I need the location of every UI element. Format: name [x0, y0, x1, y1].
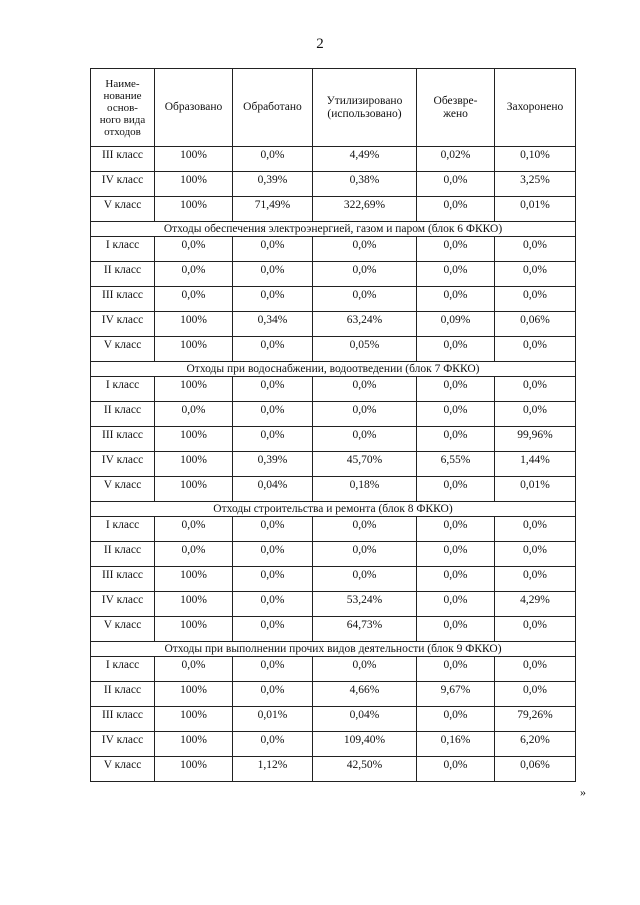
- table-row: [91, 147, 576, 172]
- percent-cell: 0,34%: [233, 312, 313, 337]
- percent-cell: 4,66%: [313, 682, 417, 707]
- hazard-class-cell: II класс: [91, 262, 155, 287]
- header-buried: Захоронено: [495, 69, 576, 147]
- percent-cell: 0,0%: [233, 262, 313, 287]
- table-row: [91, 402, 576, 427]
- percent-cell: 0,0%: [155, 287, 233, 312]
- section-title: Отходы при выполнении прочих видов деятельности (блок 9 ФККО): [91, 642, 576, 657]
- percent-cell: 0,0%: [233, 682, 313, 707]
- percent-cell: 0,0%: [417, 197, 495, 222]
- percent-cell: 0,0%: [417, 542, 495, 567]
- percent-cell: 0,0%: [313, 542, 417, 567]
- percent-cell: 0,0%: [495, 657, 576, 682]
- percent-cell: 99,96%: [495, 427, 576, 452]
- percent-cell: 0,0%: [417, 287, 495, 312]
- percent-cell: 100%: [155, 147, 233, 172]
- table-body: [91, 147, 576, 782]
- section-header-row: [91, 222, 576, 237]
- percent-cell: 0,18%: [313, 477, 417, 502]
- hazard-class-cell: II класс: [91, 682, 155, 707]
- percent-cell: 0,06%: [495, 757, 576, 782]
- hazard-class-cell: V класс: [91, 477, 155, 502]
- percent-cell: 0,0%: [417, 592, 495, 617]
- percent-cell: 0,0%: [495, 262, 576, 287]
- percent-cell: 0,02%: [417, 147, 495, 172]
- percent-cell: 0,05%: [313, 337, 417, 362]
- percent-cell: 0,16%: [417, 732, 495, 757]
- percent-cell: 71,49%: [233, 197, 313, 222]
- percent-cell: 0,0%: [155, 657, 233, 682]
- percent-cell: 0,0%: [417, 567, 495, 592]
- percent-cell: 0,0%: [417, 402, 495, 427]
- percent-cell: 0,0%: [233, 542, 313, 567]
- percent-cell: 100%: [155, 197, 233, 222]
- percent-cell: 0,0%: [233, 592, 313, 617]
- section-title: Отходы обеспечения электроэнергией, газом и паром (блок 6 ФККО): [91, 222, 576, 237]
- percent-cell: 0,0%: [233, 657, 313, 682]
- hazard-class-cell: III класс: [91, 427, 155, 452]
- percent-cell: 0,01%: [495, 477, 576, 502]
- percent-cell: 0,09%: [417, 312, 495, 337]
- percent-cell: 79,26%: [495, 707, 576, 732]
- percent-cell: 0,0%: [233, 237, 313, 262]
- percent-cell: 0,0%: [313, 237, 417, 262]
- percent-cell: 100%: [155, 452, 233, 477]
- percent-cell: 109,40%: [313, 732, 417, 757]
- hazard-class-cell: V класс: [91, 757, 155, 782]
- table-row: [91, 452, 576, 477]
- hazard-class-cell: II класс: [91, 402, 155, 427]
- percent-cell: 100%: [155, 682, 233, 707]
- percent-cell: 100%: [155, 732, 233, 757]
- percent-cell: 0,0%: [495, 337, 576, 362]
- percent-cell: 1,12%: [233, 757, 313, 782]
- percent-cell: 0,0%: [313, 427, 417, 452]
- hazard-class-cell: IV класс: [91, 172, 155, 197]
- header-processed: Обработано: [233, 69, 313, 147]
- hazard-class-cell: III класс: [91, 567, 155, 592]
- percent-cell: 0,0%: [233, 287, 313, 312]
- hazard-class-cell: III класс: [91, 707, 155, 732]
- percent-cell: 0,06%: [495, 312, 576, 337]
- hazard-class-cell: I класс: [91, 237, 155, 262]
- percent-cell: 100%: [155, 477, 233, 502]
- percent-cell: 0,01%: [495, 197, 576, 222]
- percent-cell: 0,10%: [495, 147, 576, 172]
- percent-cell: 0,0%: [495, 237, 576, 262]
- table-row: [91, 757, 576, 782]
- table-row: [91, 592, 576, 617]
- percent-cell: 0,0%: [417, 517, 495, 542]
- percent-cell: 0,0%: [233, 427, 313, 452]
- table-row: [91, 707, 576, 732]
- percent-cell: 100%: [155, 427, 233, 452]
- percent-cell: 9,67%: [417, 682, 495, 707]
- table-row: [91, 197, 576, 222]
- waste-handling-table: [90, 68, 576, 782]
- percent-cell: 0,0%: [495, 682, 576, 707]
- percent-cell: 0,0%: [313, 402, 417, 427]
- table-row: [91, 377, 576, 402]
- table-row: [91, 427, 576, 452]
- percent-cell: 0,0%: [155, 517, 233, 542]
- hazard-class-cell: I класс: [91, 657, 155, 682]
- hazard-class-cell: II класс: [91, 542, 155, 567]
- percent-cell: 6,55%: [417, 452, 495, 477]
- percent-cell: 4,49%: [313, 147, 417, 172]
- percent-cell: 0,0%: [233, 567, 313, 592]
- table-row: [91, 262, 576, 287]
- table-row: [91, 477, 576, 502]
- percent-cell: 6,20%: [495, 732, 576, 757]
- hazard-class-cell: V класс: [91, 197, 155, 222]
- table-row: [91, 617, 576, 642]
- percent-cell: 0,0%: [313, 377, 417, 402]
- percent-cell: 0,01%: [233, 707, 313, 732]
- percent-cell: 64,73%: [313, 617, 417, 642]
- percent-cell: 3,25%: [495, 172, 576, 197]
- page-number: 2: [316, 36, 324, 52]
- percent-cell: 0,0%: [495, 617, 576, 642]
- table-row: [91, 657, 576, 682]
- percent-cell: 0,0%: [495, 377, 576, 402]
- table-row: [91, 312, 576, 337]
- hazard-class-cell: III класс: [91, 147, 155, 172]
- percent-cell: 4,29%: [495, 592, 576, 617]
- hazard-class-cell: IV класс: [91, 732, 155, 757]
- section-title: Отходы при водоснабжении, водоотведении (блок 7 ФККО): [91, 362, 576, 377]
- percent-cell: 0,0%: [233, 377, 313, 402]
- percent-cell: 0,0%: [155, 237, 233, 262]
- table-row: [91, 567, 576, 592]
- percent-cell: 100%: [155, 567, 233, 592]
- percent-cell: 0,39%: [233, 452, 313, 477]
- percent-cell: 42,50%: [313, 757, 417, 782]
- percent-cell: 0,0%: [417, 377, 495, 402]
- hazard-class-cell: IV класс: [91, 452, 155, 477]
- table-row: [91, 172, 576, 197]
- hazard-class-cell: III класс: [91, 287, 155, 312]
- percent-cell: 0,0%: [417, 757, 495, 782]
- percent-cell: 0,04%: [233, 477, 313, 502]
- hazard-class-cell: IV класс: [91, 312, 155, 337]
- percent-cell: 0,0%: [417, 657, 495, 682]
- hazard-class-cell: V класс: [91, 617, 155, 642]
- percent-cell: 0,0%: [495, 542, 576, 567]
- percent-cell: 100%: [155, 172, 233, 197]
- percent-cell: 322,69%: [313, 197, 417, 222]
- percent-cell: 0,0%: [233, 147, 313, 172]
- percent-cell: 0,0%: [417, 237, 495, 262]
- section-header-row: [91, 502, 576, 517]
- table-row: [91, 682, 576, 707]
- percent-cell: 100%: [155, 312, 233, 337]
- percent-cell: 0,38%: [313, 172, 417, 197]
- percent-cell: 0,0%: [313, 657, 417, 682]
- hazard-class-cell: V класс: [91, 337, 155, 362]
- percent-cell: 0,0%: [417, 477, 495, 502]
- table-row: [91, 542, 576, 567]
- percent-cell: 100%: [155, 707, 233, 732]
- percent-cell: 0,0%: [417, 617, 495, 642]
- hazard-class-cell: I класс: [91, 517, 155, 542]
- percent-cell: 0,0%: [233, 732, 313, 757]
- table-row: [91, 732, 576, 757]
- percent-cell: 0,0%: [417, 427, 495, 452]
- percent-cell: 0,0%: [155, 542, 233, 567]
- table-header-row: [91, 69, 576, 147]
- percent-cell: 0,0%: [495, 567, 576, 592]
- percent-cell: 0,0%: [495, 402, 576, 427]
- hazard-class-cell: I класс: [91, 377, 155, 402]
- table-row: [91, 237, 576, 262]
- percent-cell: 0,0%: [233, 337, 313, 362]
- closing-quote-mark: »: [580, 785, 586, 799]
- percent-cell: 0,04%: [313, 707, 417, 732]
- percent-cell: 0,39%: [233, 172, 313, 197]
- percent-cell: 0,0%: [417, 337, 495, 362]
- percent-cell: 0,0%: [313, 262, 417, 287]
- percent-cell: 45,70%: [313, 452, 417, 477]
- percent-cell: 0,0%: [417, 707, 495, 732]
- percent-cell: 0,0%: [417, 262, 495, 287]
- section-title: Отходы строительства и ремонта (блок 8 ФККО): [91, 502, 576, 517]
- percent-cell: 100%: [155, 617, 233, 642]
- percent-cell: 0,0%: [233, 517, 313, 542]
- header-generated: Образовано: [155, 69, 233, 147]
- percent-cell: 0,0%: [313, 567, 417, 592]
- section-header-row: [91, 362, 576, 377]
- percent-cell: 0,0%: [495, 287, 576, 312]
- percent-cell: 0,0%: [417, 172, 495, 197]
- table-row: [91, 337, 576, 362]
- percent-cell: 63,24%: [313, 312, 417, 337]
- hazard-class-cell: IV класс: [91, 592, 155, 617]
- percent-cell: 0,0%: [233, 617, 313, 642]
- percent-cell: 0,0%: [155, 262, 233, 287]
- percent-cell: 100%: [155, 592, 233, 617]
- percent-cell: 0,0%: [313, 517, 417, 542]
- percent-cell: 0,0%: [313, 287, 417, 312]
- percent-cell: 0,0%: [495, 517, 576, 542]
- percent-cell: 100%: [155, 377, 233, 402]
- header-utilized: Утилизировано (использовано): [313, 69, 417, 147]
- percent-cell: 0,0%: [233, 402, 313, 427]
- table-row: [91, 517, 576, 542]
- percent-cell: 1,44%: [495, 452, 576, 477]
- percent-cell: 0,0%: [155, 402, 233, 427]
- header-waste-type: Наиме- нование основ- ного вида отходов: [91, 69, 155, 147]
- percent-cell: 53,24%: [313, 592, 417, 617]
- percent-cell: 100%: [155, 757, 233, 782]
- section-header-row: [91, 642, 576, 657]
- header-neutralized: Обезвре- жено: [417, 69, 495, 147]
- table-row: [91, 287, 576, 312]
- percent-cell: 100%: [155, 337, 233, 362]
